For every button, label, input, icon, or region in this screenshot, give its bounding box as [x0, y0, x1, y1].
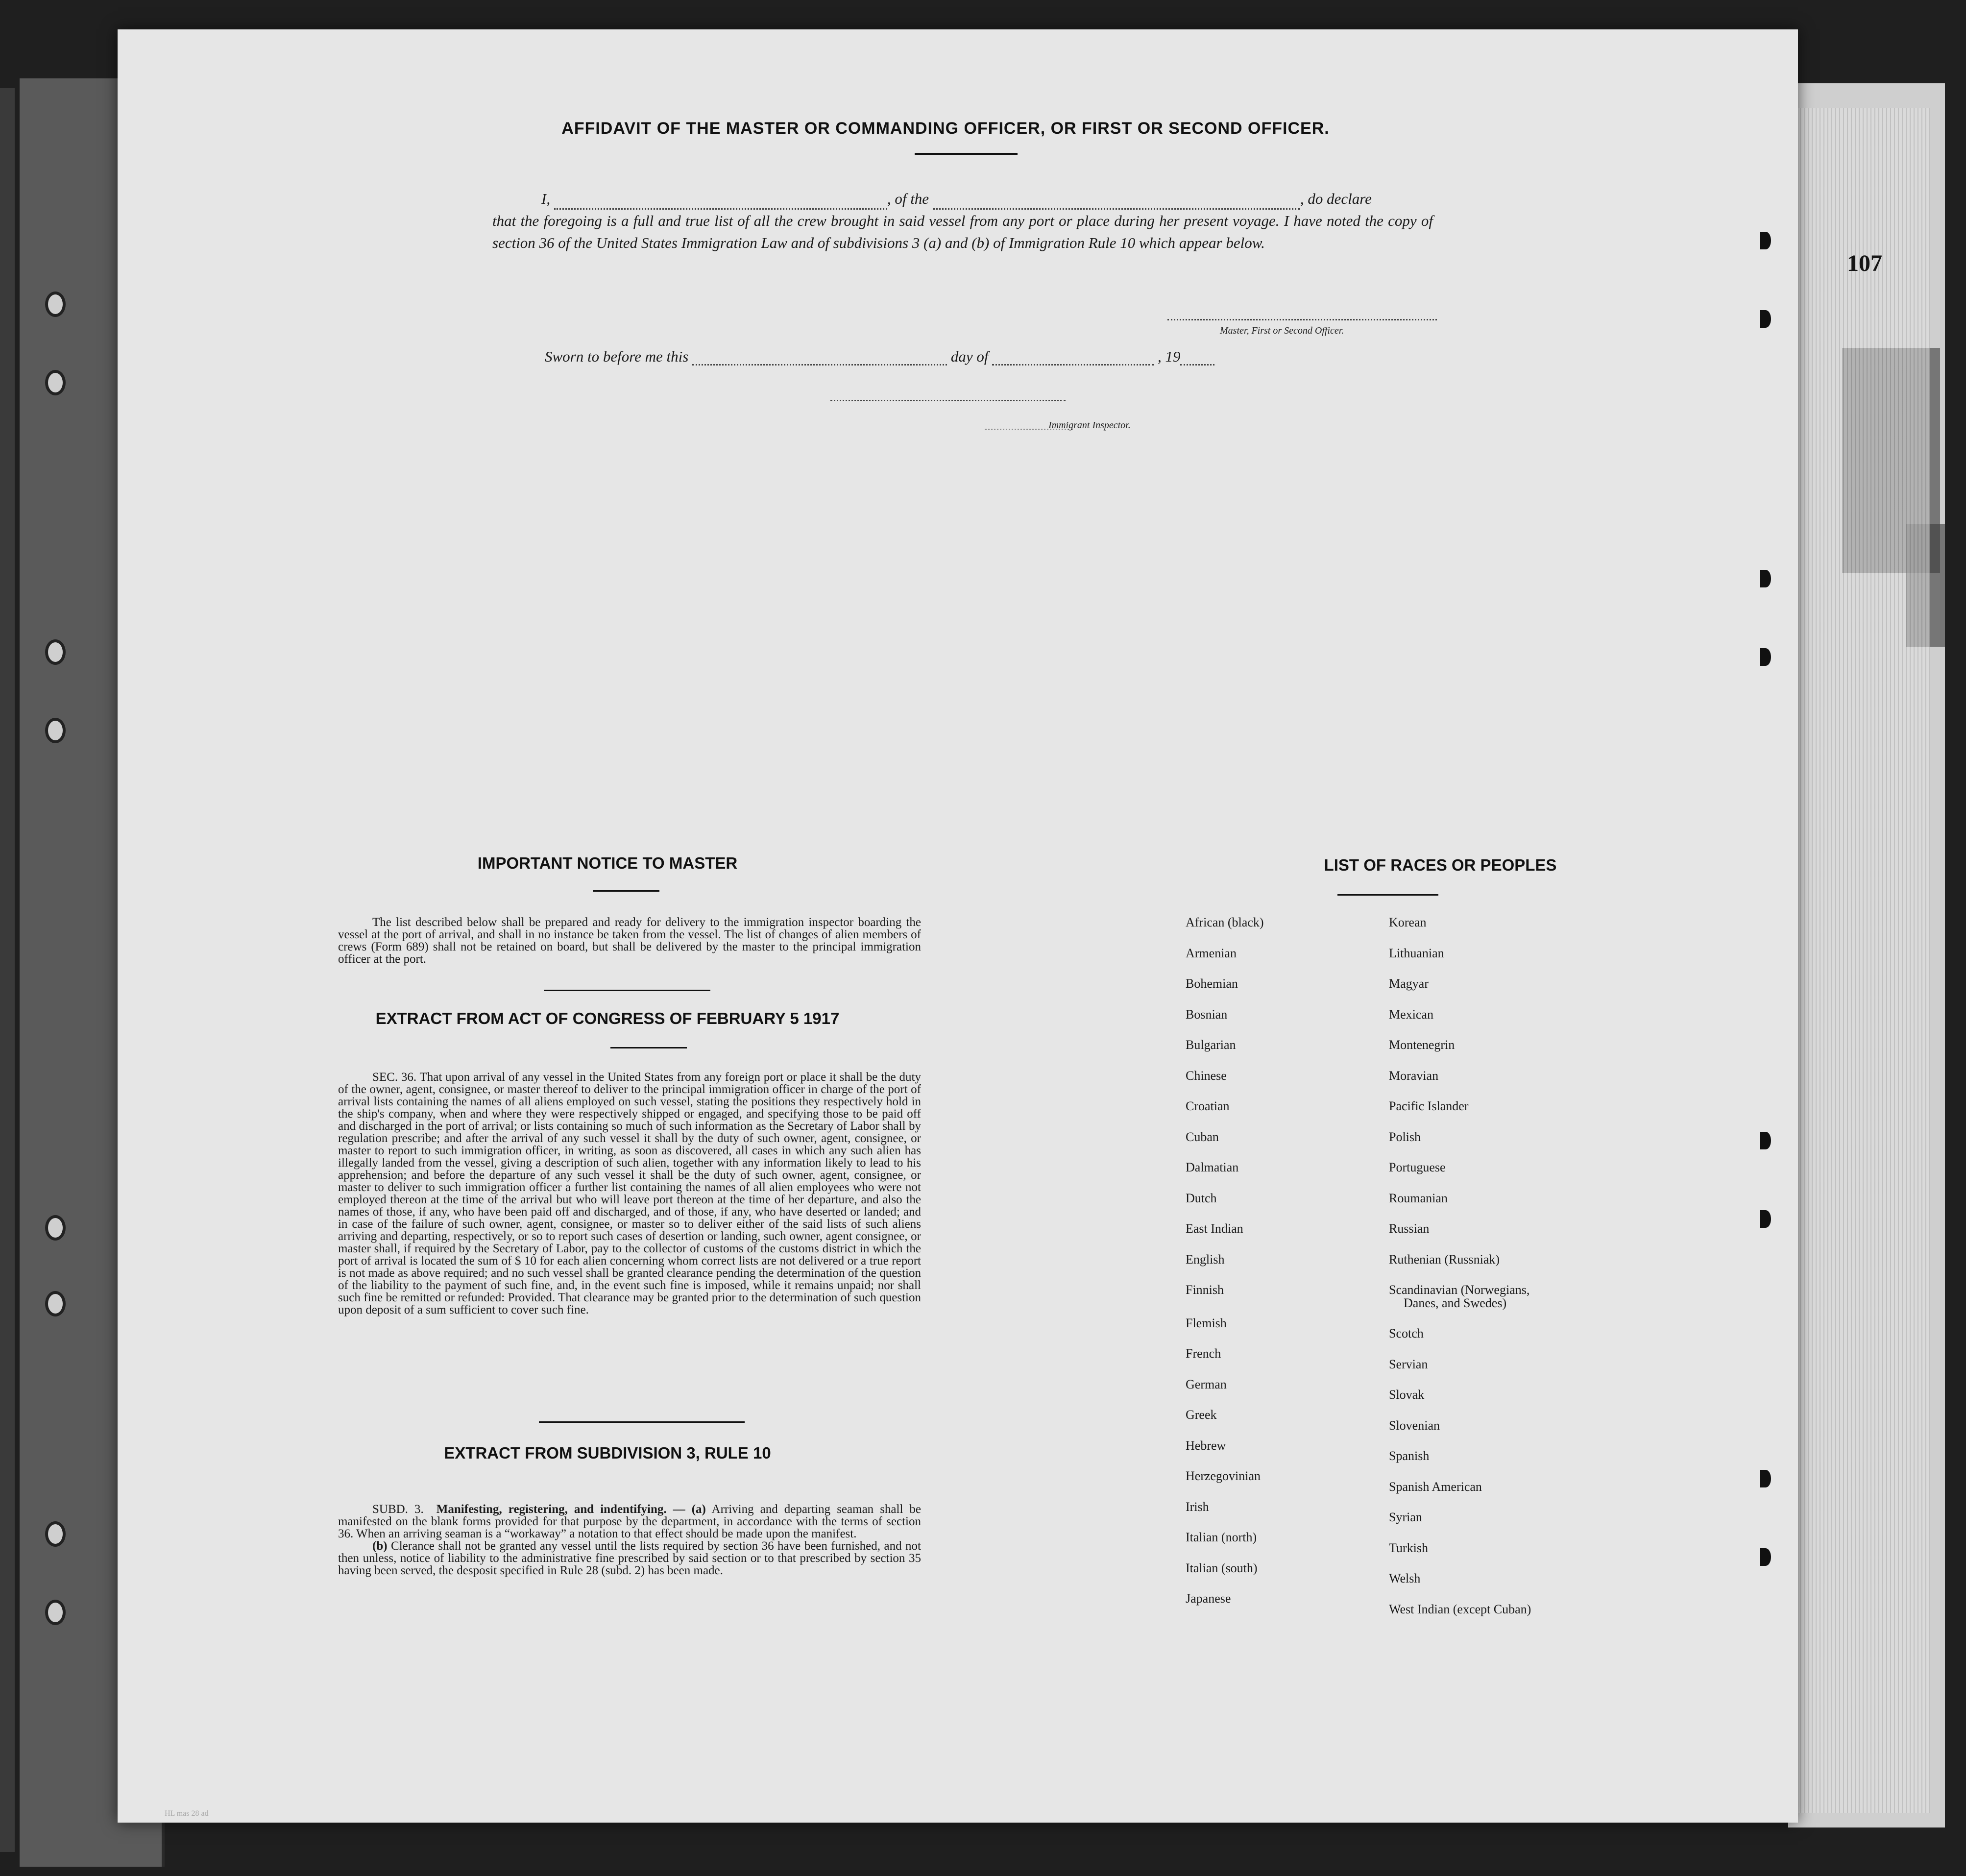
subd-prefix: SUBD. 3.: [372, 1503, 424, 1516]
race-entry: German: [1186, 1377, 1227, 1391]
rule-extract-title: EXTRACT FROM SUBDIVISION 3, RULE 10: [444, 1444, 771, 1462]
race-entry: Montenegrin: [1389, 1038, 1455, 1052]
sworn-day-of: day of: [950, 348, 989, 365]
race-entry: Slovenian: [1389, 1418, 1440, 1433]
race-entry: Armenian: [1186, 946, 1237, 960]
races-title: LIST OF RACES OR PEOPLES: [1324, 856, 1557, 874]
notice-title: IMPORTANT NOTICE TO MASTER: [477, 854, 738, 872]
punch-hole: [45, 292, 66, 317]
race-entry: Italian (south): [1186, 1560, 1258, 1575]
race-entry: Moravian: [1389, 1068, 1439, 1083]
section-divider: [544, 990, 710, 991]
race-entry: Finnish: [1186, 1283, 1224, 1297]
race-entry: Welsh: [1389, 1571, 1421, 1585]
races-rule: [1337, 894, 1438, 896]
race-entry: Herzegovinian: [1186, 1469, 1261, 1483]
notice-body: [338, 916, 921, 965]
title-rule: [915, 153, 1018, 155]
sworn-line: [545, 348, 1214, 365]
punch-hole: [1760, 648, 1771, 666]
notice-rule: [593, 890, 659, 892]
race-entry: Scotch: [1389, 1326, 1424, 1340]
affidavit-title: AFFIDAVIT OF THE MASTER OR COMMANDING OFFICER, OR FIRST OR SECOND OFFICER.: [561, 119, 1330, 138]
race-entry: French: [1186, 1346, 1221, 1361]
race-entry: Korean: [1389, 915, 1427, 929]
document-page: [118, 29, 1798, 1823]
race-entry: Italian (north): [1186, 1530, 1257, 1544]
affidavit-declaration: [492, 188, 1433, 254]
race-entry: East Indian: [1186, 1221, 1243, 1236]
punch-hole: [45, 370, 66, 395]
race-entry: Portuguese: [1389, 1160, 1446, 1174]
subd-a-text: [338, 1503, 921, 1540]
declarant-prefix: I,: [541, 190, 551, 207]
page-number: 107: [1847, 250, 1882, 276]
race-entry: Scandinavian (Norwegians,: [1389, 1283, 1530, 1297]
punch-hole: [1760, 1132, 1771, 1149]
race-entry: Dutch: [1186, 1191, 1217, 1205]
punch-hole: [45, 1291, 66, 1316]
sworn-year-field[interactable]: [1180, 364, 1214, 365]
sworn-year-prefix: , 19: [1157, 348, 1181, 365]
race-entry: Mexican: [1389, 1007, 1433, 1022]
master-signature-field[interactable]: [1167, 319, 1437, 320]
punch-hole: [1760, 232, 1771, 249]
master-signature-label: Master, First or Second Officer.: [1220, 325, 1344, 336]
subd-a-marker: — (a): [673, 1503, 706, 1516]
race-entry: Croatian: [1186, 1099, 1230, 1113]
race-entry: Bulgarian: [1186, 1038, 1236, 1052]
race-entry: African (black): [1186, 915, 1264, 929]
page-stack-edges: [1793, 108, 1930, 1813]
race-entry: Hebrew: [1186, 1438, 1226, 1453]
race-entry: Pacific Islander: [1389, 1099, 1469, 1113]
punch-hole: [1760, 1548, 1771, 1566]
sworn-prefix: Sworn to before me this: [545, 348, 689, 365]
section-36-text: SEC. 36. That upon arrival of any vessel in the United States from any foreign port or place it shall be the duty of the owner, agent, consignee, or master thereof to deliver to the principal immigration officer in charge of the port of arrival lists containing the names of all aliens employed on such vessel, stating the positions they respectively hold in the ship's company, when and where they were respectively shipped or engaged, and specifying those to be paid off and discharged in the port of arrival; or lists containing so much of such information as the Secretary of Labor shall by regulation prescribe; and after the arrival of any such vessel it shall by the duty of such owner, agent, consignee, or master to report to such immigration officer, in writing, as soon as discovered, all cases in which any such alien has illegally landed from the vessel, giving a description of such alien, together with any information likely to lead to his apprehension; and before the departure of any such vessel it shall be the duty of such owner, agent, consignee, or master to deliver to such immigration officer a further list containing the names of all alien employees who were not employed thereon at the time of the arrival but who will leave port thereon at the time of her departure, and also the names of those, if any, who have been paid off and discharged, and of those, if any, who have deserted or landed; and in case of the failure of such owner, agent, consignee, or master so to deliver either of the said lists of such aliens arriving and departing, respectively, or so to report such cases of desertion or landing, such owner, agent consignee, or master shall, if required by the Secretary of Labor, pay to the collector of customs of the customs district in which the port of arrival is located the sum of $ 10 for each alien concerning whom correct lists are not delivered or a true report is not made as above required; and no such vessel shall be granted clearance pending the determination of the question of the liability to the payment of such fine, and, in the event such fine is imposed, while it remains unpaid; nor shall such fine be remitted or refunded: Provided. That clearance may be granted prior to the determination of such question upon deposit of a sum sufficient to cover such fine.: [338, 1071, 921, 1316]
punch-hole: [45, 718, 66, 743]
race-entry: Bohemian: [1186, 976, 1238, 991]
race-entry: Lithuanian: [1389, 946, 1444, 960]
race-entry: Dalmatian: [1186, 1160, 1239, 1174]
declare-text: , do declare: [1300, 190, 1372, 207]
race-entry: Ruthenian (Russniak): [1389, 1252, 1500, 1267]
race-entry: Russian: [1389, 1221, 1430, 1236]
rule-extract-body: [338, 1503, 921, 1577]
section-divider: [539, 1421, 745, 1423]
act-rule: [610, 1047, 687, 1048]
race-entry: Greek: [1186, 1408, 1217, 1422]
sworn-month-field[interactable]: [992, 364, 1154, 365]
race-entry: Turkish: [1389, 1540, 1428, 1555]
race-entry: Spanish: [1389, 1449, 1430, 1463]
subd-b-text: [338, 1540, 921, 1577]
punch-hole: [1760, 1210, 1771, 1228]
race-entry: Bosnian: [1186, 1007, 1228, 1022]
subd-a-body: Arriving and departing seaman shall be manifested on the blank forms provided for that purpose by the department, in accordance with the terms of section 36. When an arriving seaman is a “workaway” a notation to that effect should be made upon the manifest.: [338, 1503, 922, 1540]
race-entry: Polish: [1389, 1129, 1421, 1144]
race-entry: Flemish: [1186, 1316, 1227, 1330]
declaration-body: that the foregoing is a full and true list of all the crew brought in said vessel from any port or place during her present voyage. I have noted the copy of section 36 of the United States Immigration Law and of subdivisions 3 (a) and (b) of Immigration Rule 10 which appear below.: [492, 212, 1433, 251]
race-entry: Magyar: [1389, 976, 1429, 991]
subd-b-marker: (b): [372, 1539, 388, 1553]
subd-b-body: Clerance shall not be granted any vessel until the lists required by section 36 have been furnished, and not then unless, notice of liability to the administrative fine prescribed by said section or to that prescribed by section 35 having been served, the desposit specified in Rule 28 (subd. 2) has been made.: [338, 1539, 921, 1577]
race-entry: English: [1186, 1252, 1225, 1267]
subd-heading: Manifesting, registering, and indentifying.: [436, 1503, 667, 1516]
race-entry: Servian: [1389, 1357, 1428, 1371]
race-entry: Danes, and Swedes): [1404, 1295, 1507, 1310]
race-entry: Chinese: [1186, 1068, 1227, 1083]
punch-hole: [1760, 570, 1771, 587]
punch-hole: [45, 639, 66, 665]
binder-spine: [0, 88, 15, 1852]
race-entry: Roumanian: [1389, 1191, 1448, 1205]
inspector-signature-field[interactable]: [830, 400, 1066, 401]
act-extract-body: [338, 1071, 921, 1316]
race-entry: Japanese: [1186, 1591, 1231, 1606]
act-extract-title: EXTRACT FROM ACT OF CONGRESS OF FEBRUARY 5 1917: [375, 1009, 840, 1027]
punch-hole: [1760, 310, 1771, 328]
punch-hole: [45, 1600, 66, 1625]
race-entry: Syrian: [1389, 1510, 1422, 1524]
notice-paragraph: The list described below shall be prepared and ready for delivery to the immigration inspector boarding the vessel at the port of arrival, and shall in no instance be taken from the vessel. The list of changes of alien members of crews (Form 689) shall not be retained on board, but shall be delivered by the master to the principal immigration officer at the port.: [338, 916, 921, 966]
vessel-prefix: , of the: [887, 190, 929, 207]
punch-hole: [45, 1215, 66, 1241]
race-entry: Irish: [1186, 1499, 1209, 1514]
inspector-label: Immigrant Inspector.: [1048, 420, 1131, 431]
punch-hole: [45, 1521, 66, 1547]
sworn-date-field[interactable]: [692, 364, 947, 365]
race-entry: West Indian (except Cuban): [1389, 1602, 1531, 1616]
race-entry: Spanish American: [1389, 1479, 1482, 1494]
race-entry: Slovak: [1389, 1388, 1425, 1402]
race-entry: Cuban: [1186, 1129, 1219, 1144]
footer-code: HL mas 28 ad: [165, 1809, 209, 1818]
punch-hole: [1760, 1470, 1771, 1487]
